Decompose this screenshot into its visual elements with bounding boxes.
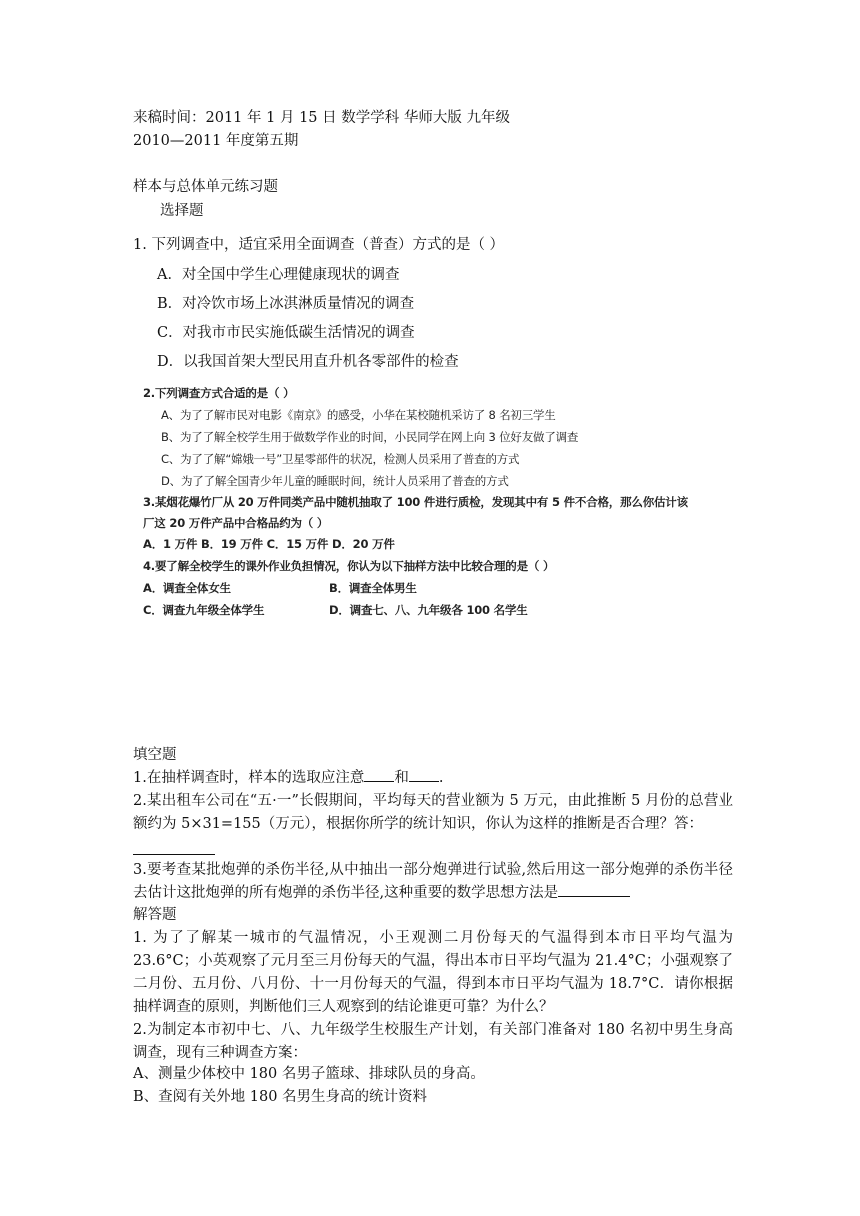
question-2-option-c: C、为了了解“嫦娥一号”卫星零部件的状况，检测人员采用了普查的方式: [161, 452, 520, 466]
fill-blank: [558, 896, 630, 897]
fill-question-1: [133, 768, 443, 788]
worksheet-title: 样本与总体单元练习题: [133, 179, 278, 195]
fill-question-3: [133, 859, 733, 905]
question-3-stem-line-2: 厂这 20 万件产品中合格品约为（ ）: [143, 516, 329, 530]
answer-question-2-option-a: A、测量少体校中 180 名男子篮球、排球队员的身高。: [133, 1066, 485, 1082]
fill-question-2: [133, 790, 733, 855]
question-2-option-a: A、为了了解市民对电影《南京》的感受，小华在某校随机采访了 8 名初三学生: [161, 408, 556, 422]
fill-question-1-part-b: 和: [394, 770, 409, 786]
question-1-stem: 1. 下列调查中，适宜采用全面调查（普查）方式的是（ ）: [133, 237, 505, 253]
question-1-option-d: D．以我国首架大型民用直升机各零部件的检查: [157, 354, 459, 370]
question-4-option-c: C．调查九年级全体学生: [143, 603, 265, 617]
fill-question-1-part-c: .: [438, 770, 444, 786]
question-3-options: A．1 万件 B．19 万件 C．15 万件 D．20 万件: [143, 537, 395, 551]
question-2-option-d: D、为了了解全国青少年儿童的睡眠时间，统计人员采用了普查的方式: [161, 474, 509, 488]
question-4-stem: 4.要了解全校学生的课外作业负担情况，你认为以下抽样方法中比较合理的是（ ）: [143, 559, 555, 573]
answer-question-2-option-b: B、查阅有关外地 180 名男生身高的统计资料: [133, 1089, 428, 1105]
question-1-option-c: C．对我市市民实施低碳生活情况的调查: [157, 325, 415, 341]
question-1-option-b: B．对冷饮市场上冰淇淋质量情况的调查: [157, 296, 415, 312]
question-3-stem-line-1: 3.某烟花爆竹厂从 20 万件同类产品中随机抽取了 100 件进行质检，发现其中有 5 件不合格，那么你估计该: [143, 495, 688, 509]
section-answer-heading: 解答题: [133, 907, 177, 923]
scanned-questions-block: [133, 378, 733, 626]
answer-question-1: 1. 为了了解某一城市的气温情况，小王观测二月份每天的气温得到本市日平均气温为 23.6°C；小英观察了元月至三月份每天的气温，得出本市日平均气温为 21.4°C；小强观察了二月份、五月份、八月份、十一月份每天的气温，得到本市日平均气温为 18.7°C．请你根据抽样调查的原则，判断他们三人观察到的结论谁更可靠？为什么？: [133, 930, 733, 1015]
fill-blank: [364, 781, 394, 782]
question-4-option-a: A．调查全体女生: [143, 581, 231, 595]
fill-question-1-part-a: 1.在抽样调查时，样本的选取应注意: [133, 770, 365, 786]
header-line-2: 2010—2011 年度第五期: [133, 133, 299, 149]
question-4-option-d: D．调查七、八、九年级各 100 名学生: [329, 603, 528, 617]
header-line-1: 来稿时间：2011 年 1 月 15 日 数学学科 华师大版 九年级: [133, 110, 510, 126]
fill-question-2-text: 2.某出租车公司在“五·一”长假期间，平均每天的营业额为 5 万元，由此推断 5 月份的总营业额约为 5×31=155（万元），根据你所学的统计知识，你认为这样的推断是否合理？答：: [133, 793, 733, 832]
section-choice-heading: 选择题: [160, 203, 204, 219]
question-2-stem: 2.下列调查方式合适的是（ ）: [143, 386, 295, 400]
fill-blank: [133, 836, 215, 855]
question-1-option-a: A．对全国中学生心理健康现状的调查: [157, 267, 400, 283]
question-4-option-b: B．调查全体男生: [329, 581, 417, 595]
fill-question-3-text: 3.要考查某批炮弹的杀伤半径,从中抽出一部分炮弹进行试验,然后用这一部分炮弹的杀伤半径去估计这批炮弹的所有炮弹的杀伤半径,这种重要的数学思想方法是: [133, 862, 733, 901]
question-2-option-b: B、为了了解全校学生用于做数学作业的时间，小民同学在网上向 3 位好友做了调查: [161, 430, 579, 444]
answer-question-2: 2.为制定本市初中七、八、九年级学生校服生产计划，有关部门准备对 180 名初中男生身高调查，现有三种调查方案：: [133, 1022, 733, 1061]
section-fill-heading: 填空题: [133, 747, 177, 763]
fill-blank: [409, 781, 439, 782]
